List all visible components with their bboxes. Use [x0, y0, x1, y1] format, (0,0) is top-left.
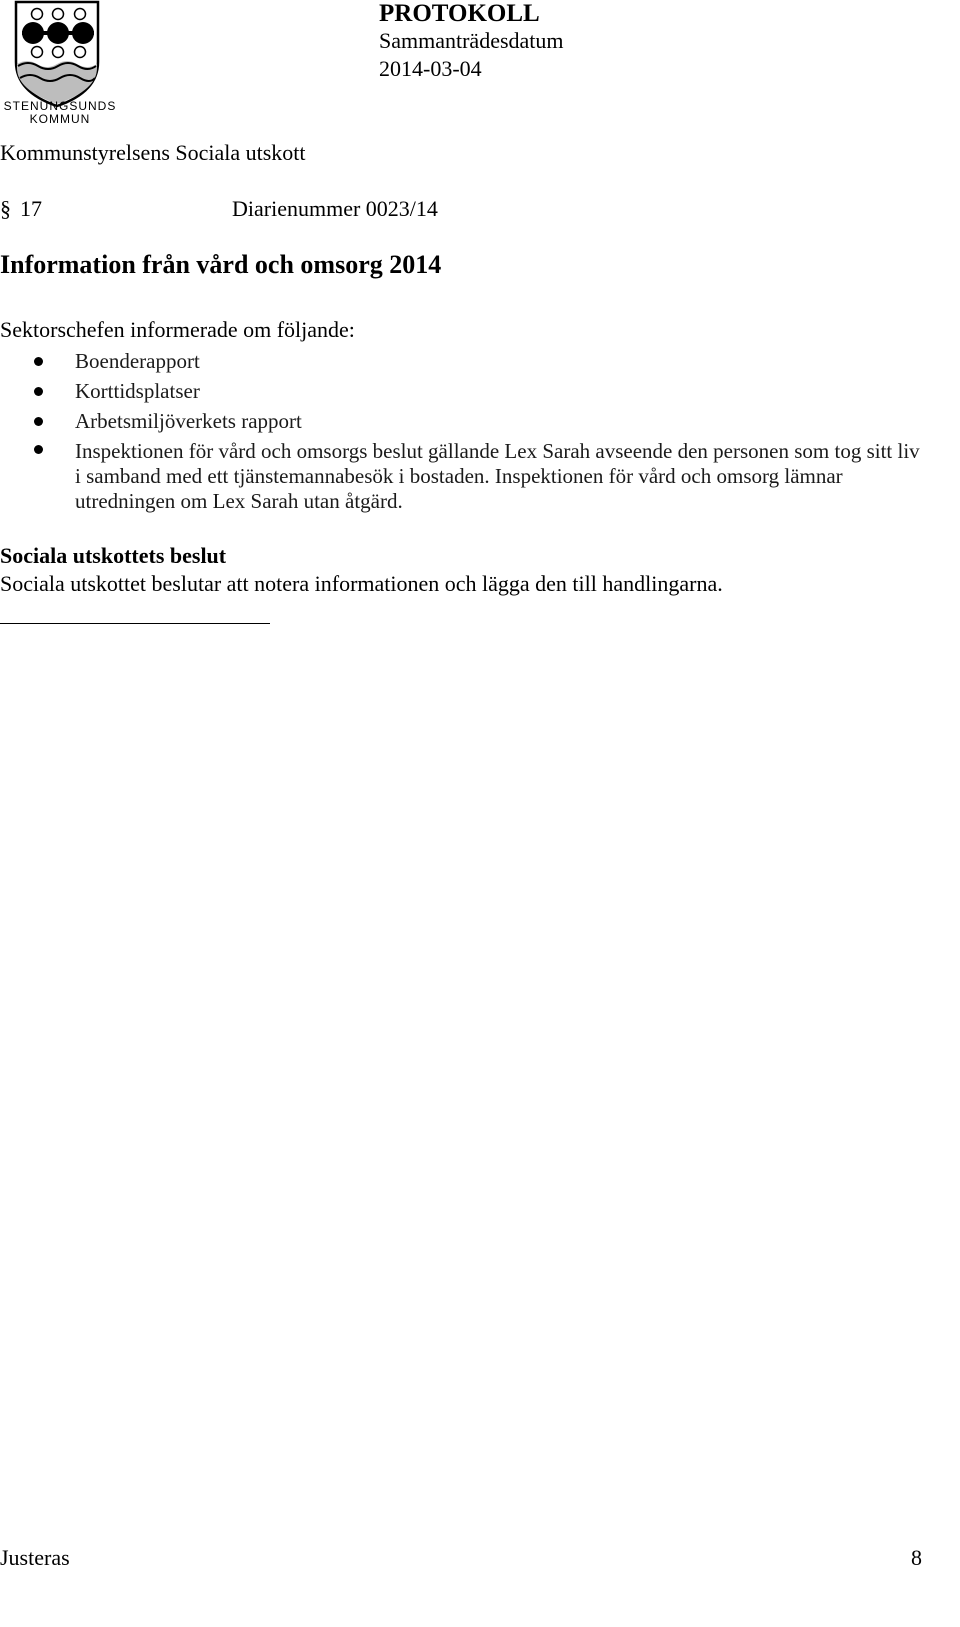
list-item-text: Inspektionen för vård och omsorgs beslut gällande Lex Sarah avseende den personen som tog sitt liv i samband med ett tjänstemannabesök i bostaden. Inspektionen för vård och omsorg lämnar utredningen om Lex Sarah utan åtgärd.	[75, 439, 920, 513]
list-item	[0, 406, 960, 436]
decision-heading: Sociala utskottets beslut	[0, 543, 227, 568]
coat-of-arms-icon	[0, 0, 120, 113]
logo-text-line2: KOMMUN	[29, 112, 91, 126]
bullet-icon	[34, 417, 43, 426]
meeting-date-label: Sammanträdesdatum	[379, 28, 564, 53]
paragraph-number: 17	[20, 196, 42, 221]
information-list	[0, 346, 960, 514]
document-type: PROTOKOLL	[379, 0, 540, 27]
intro-text: Sektorschefen informerade om följande:	[0, 317, 355, 342]
list-item	[0, 436, 920, 514]
municipality-logo	[0, 0, 120, 130]
list-item	[0, 346, 960, 376]
diarienummer: Diarienummer 0023/14	[232, 196, 438, 221]
decision-text: Sociala utskottet beslutar att notera informationen och lägga den till handlingarna.	[0, 571, 723, 596]
footer-justeras: Justeras	[0, 1545, 70, 1570]
meeting-date-value: 2014-03-04	[379, 56, 482, 81]
list-item	[0, 376, 960, 406]
list-item-text: Korttidsplatser	[75, 379, 200, 403]
list-item-text: Boenderapport	[75, 349, 200, 373]
page-number: 8	[911, 1545, 922, 1570]
committee-name: Kommunstyrelsens Sociala utskott	[0, 140, 306, 165]
divider	[0, 623, 270, 624]
bullet-icon	[34, 387, 43, 396]
logo-text-line1: STENUNGSUNDS	[3, 99, 117, 113]
list-item-text: Arbetsmiljöverkets rapport	[75, 409, 302, 433]
bullet-icon	[34, 357, 43, 366]
section-sign: §	[0, 196, 11, 221]
bullet-icon	[34, 445, 43, 454]
page-title: Information från vård och omsorg 2014	[0, 250, 442, 279]
